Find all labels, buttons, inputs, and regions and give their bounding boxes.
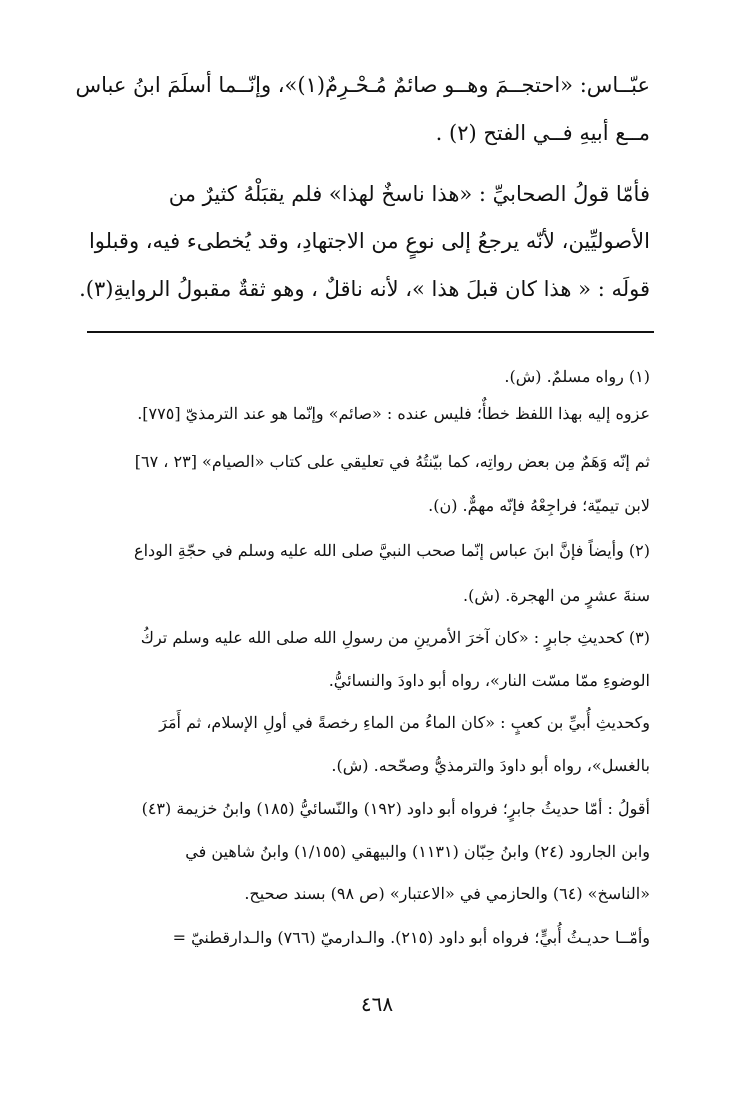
- footnote-line: لابن تيميّة؛ فراجِعْهُ فإنّه مهمٌّ. (ن).: [428, 496, 650, 515]
- footnote-line: سنةَ عشرٍ من الهجرة. (ش).: [463, 586, 650, 605]
- footnote-line: ثم إنّه وَهَمٌ مِن بعض رواتِه، كما بيّنتُهُ في تعليقي على كتاب «الصيام» [٢٣ ، ٦٧]: [134, 452, 650, 471]
- footnote-line: الوضوءِ ممّا مسّت النار»، رواه أبو داودَ والنسائيُّ.: [328, 671, 650, 690]
- footnote-line: بالغسل»، رواه أبو داودَ والترمذيُّ وصحّحه. (ش).: [331, 756, 650, 775]
- body-line: مــع أبيهِ فــي الفتح (٢) .: [435, 121, 650, 145]
- footnote-line: (٢) وأيضاً فإنَّ ابنَ عباس إنّما صحب النبيَّ صلى الله عليه وسلم في حجّةِ الوداع: [134, 541, 650, 560]
- footnote-line: وكحديثِ أُبيِّ بن كعبٍ : «كان الماءُ من الماءِ رخصةً في أولِ الإسلام، ثم أَمَرَ: [159, 713, 650, 732]
- page-number: ٤٦٨: [360, 992, 394, 1016]
- footnote-line: (١) رواه مسلمٌ. (ش).: [504, 367, 650, 386]
- body-line: الأصوليِّين، لأنّه يرجعُ إلى نوعٍ من الاجتهادِ، وقد يُخطىء فيه، وقبلوا: [88, 229, 650, 253]
- footnote-divider: [87, 331, 654, 333]
- footnote-line: «الناسخ» (٦٤) والحازمي في «الاعتبار» (ص ٩٨) بسند صحيح.: [244, 884, 650, 903]
- body-line: فأمّا قولُ الصحابيِّ : «هذا ناسخٌ لهذا» فلم يقبَلْهُ كثيرٌ من: [168, 182, 650, 206]
- footnote-line: وابن الجارود (٢٤) وابنُ حِبّان (١١٣١) والبيهقي (١/١٥٥) وابنُ شاهين في: [185, 842, 650, 861]
- footnote-line: (٣) كحديثِ جابرٍ : «كان آخرَ الأمرينِ من رسولِ الله صلى الله عليه وسلم تركُ: [140, 628, 650, 647]
- footnote-line: أقولُ : أمّا حديثُ جابرٍ؛ فرواه أبو داود (١٩٢) والنّسائيُّ (١٨٥) وابنُ خزيمة (٤٣): [141, 799, 650, 818]
- footnote-line: وأمّــا حديـثُ أُبيٍّ؛ فرواه أبو داود (٢١٥). والـدارميّ (٧٦٦) والـدارقطنيّ =: [172, 928, 650, 947]
- footnote-line: عزوه إليه بهذا اللفظ خطأٌ؛ فليس عنده : «صائم» وإنّما هو عند الترمذيّ [٧٧٥].: [137, 404, 650, 423]
- body-line: قولَه : « هذا كان قبلَ هذا »، لأنه ناقلٌ ، وهو ثقةٌ مقبولُ الروايةِ(٣).: [79, 277, 650, 301]
- body-line: عبّــاس: «احتجــمَ وهــو صائمٌ مُـحْـرِمٌ(١)»، وإنّــما أسلَمَ ابنُ عباس: [75, 73, 650, 97]
